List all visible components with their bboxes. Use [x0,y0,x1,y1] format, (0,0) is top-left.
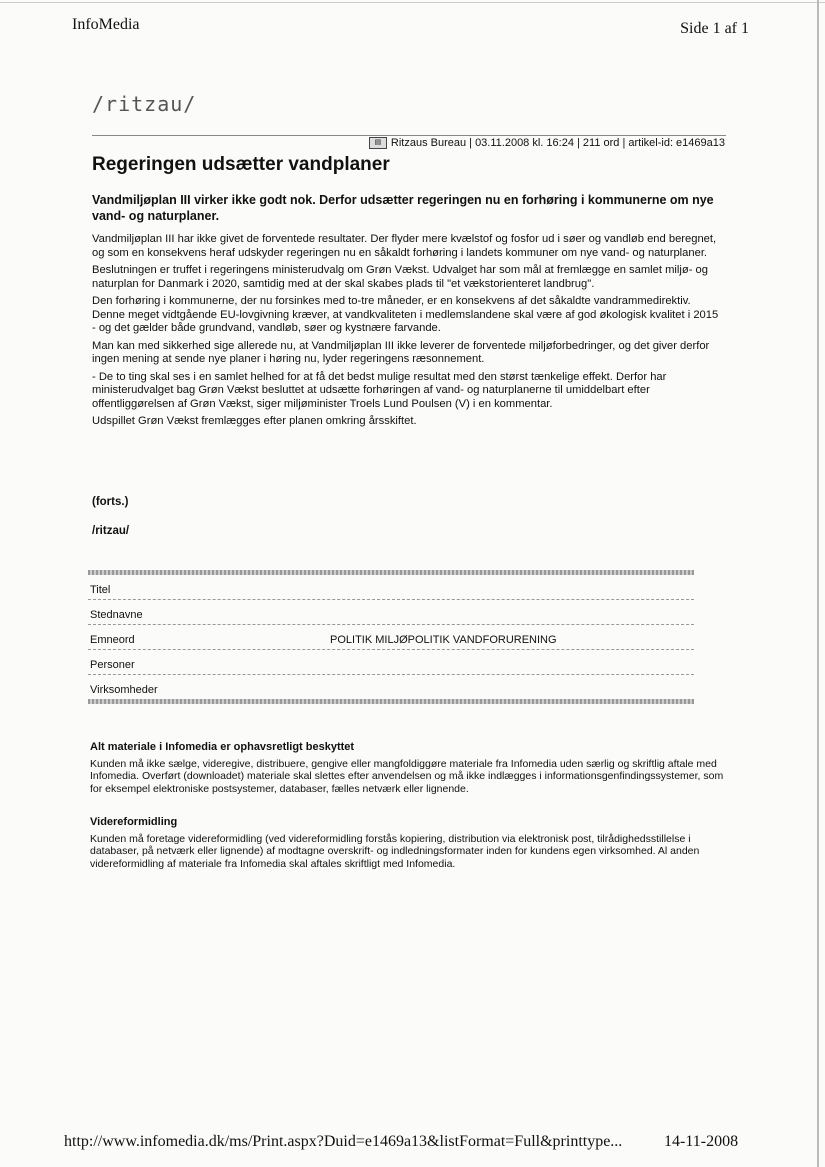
row-label: Virksomheder [90,684,158,696]
article-paragraph: - De to ting skal ses i en samlet helhed for at få det bedst mulige resultat med den størst tænkelige effekt. Derfor har ministerudvalget bag Grøn Vækst besluttet at udsætte forhøringen af vand- og naturplanerne til umiddelbart efter offentliggørelsen af Grøn Vækst, siger miljøminister Troels Lund Poulsen (V) i en kommentar. [92,370,667,410]
article-headline: Regeringen udsætter vandplaner [92,154,390,175]
row-label: Personer [90,659,135,671]
table-row [88,650,694,675]
page-indicator: Side 1 af 1 [680,20,749,37]
article-paragraph: Vandmiljøplan III har ikke givet de forventede resultater. Der flyder mere kvælstof og fosfor ud i søer og vandløb end beregnet, og som en konsekvens heraf udskyder regeringen nu en såkaldt forhøring i landets kommuner om nye vand- og naturplaner. [92,233,717,259]
table-row [88,575,694,600]
meta-divider [92,135,726,136]
print-date: 14-11-2008 [664,1133,739,1150]
document-icon: ▤ [369,137,387,149]
row-value: POLITIK MILJØPOLITIK VANDFORURENING [330,634,557,646]
row-label: Emneord [90,634,135,646]
print-url: http://www.infomedia.dk/ms/Print.aspx?Duid=e1469a13&listFormat=Full&printtype... [64,1133,623,1150]
header-source: InfoMedia [72,16,140,33]
continued-marker: (forts.) [92,496,129,508]
copyright-text: Kunden må ikke sælge, videregive, distribuere, gengive eller mangfoldiggøre materiale fra Infomedia uden særlig og skriftlig aftale med Infomedia. Overført (downloadet) materiale skal slettes efter anvendelsen og må ikke indlægges i informationsgenfindingssystemer, som for eksempel elektroniske postsystemer, databaser, fælles netværk eller lignende. [90,757,724,795]
copyright-heading: Alt materiale i Infomedia er ophavsretligt beskyttet [90,741,355,753]
redistribution-notice [90,816,730,870]
article-paragraph: Beslutningen er truffet i regeringens ministerudvalg om Grøn Vækst. Udvalget har som mål at fremlægge en samlet miljø- og naturplan for Danmark i 2020, samtidig med at der skal skabes plads til "et vækstorienteret landbrug". [92,264,708,290]
scan-edge-top [0,2,825,3]
article-paragraph: Den forhøring i kommunerne, der nu forsinkes med to-tre måneder, er en konsekvens af det såkaldte vandrammedirektiv. Denne meget vidtgående EU-lovgivning kræver, at vandkvaliteten i medlemslandene skal være af god økologisk kvalitet i 2015 - og det gælder både grundvand, vandløb, søer og kystnære farvande. [92,295,719,334]
table-row [88,625,694,650]
row-label: Stednavne [90,609,143,621]
table-bottom-border [88,699,694,704]
article-lead: Vandmiljøplan III virker ikke godt nok. Derfor udsætter regeringen nu en forhøring i kommunerne om nye vand- og naturplaner. [92,193,714,223]
redistribution-text: Kunden må foretage videreformidling (ved videreformidling forstås kopiering, distribution via elektronisk post, tilrådighedsstillelse i databaser, på netværk eller lignende) af modtagne overskrift- og indledningsformater inden for kundens egen virksomhed. Al anden videreformidling af materiale fra Infomedia skal aftales skriftligt med Infomedia. [90,832,700,870]
metadata-table [88,570,694,704]
article-meta-text: Ritzaus Bureau | 03.11.2008 kl. 16:24 | 211 ord | artikel-id: e1469a13 [390,137,725,149]
article-paragraph: Man kan med sikkerhed sige allerede nu, at Vandmiljøplan III ikke leverer de forventede miljøforbedringer, og det giver derfor ingen mening at sende nye planer i høring nu, lyder regeringens ræsonnement. [92,339,710,365]
table-row [88,675,694,699]
redistribution-heading: Videreformidling [90,816,178,828]
ritzau-logo: /ritzau/ [92,92,197,116]
row-label: Titel [90,584,111,596]
article-body [92,233,720,433]
article-paragraph: Udspillet Grøn Vækst fremlægges efter planen omkring årsskiftet. [92,415,417,427]
scan-edge-right [817,0,819,1167]
copyright-notice [90,741,730,795]
article-meta [369,137,725,149]
table-row [88,600,694,625]
article-signature: /ritzau/ [92,525,130,537]
